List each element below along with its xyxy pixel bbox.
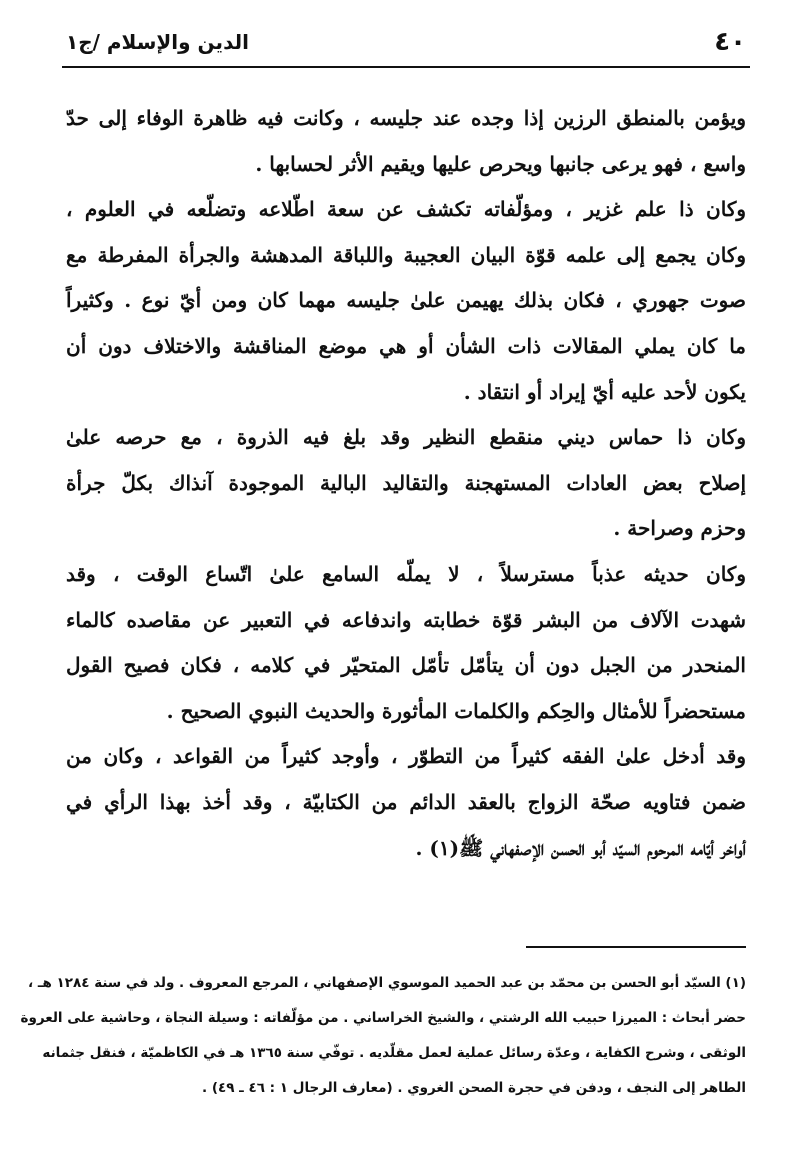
footnote-line: حضر أبحاث : الميرزا حبيب الله الرشتي ، والشيخ الخراساني . من مؤلّفاته : وسيلة النجاة ، وحاشية على العروة [20, 1010, 746, 1026]
body-line: وكان يجمع إلى علمه قوّة البيان العجيبة واللباقة المدهشة والجرأة المفرطة مع [66, 242, 746, 267]
header-divider [62, 66, 750, 68]
body-line: وكان ذا علم غزير ، ومؤلّفاته تكشف عن سعة اطّلاعه وتضلّعه في العلوم ، [66, 197, 746, 222]
body-line: مستحضراً للأمثال والحِكم والكلمات المأثورة والحديث النبوي الصحيح . [166, 698, 746, 723]
body-line: واسع ، فهو يرعى جانبها ويحرص عليها ويقيم الأثر لحسابها . [255, 151, 746, 176]
body-line: يكون لأحد عليه أيّ إيراد أو انتقاد . [463, 379, 746, 404]
body-line: ما كان يملي المقالات ذات الشأن أو هي موضع المناقشة والاختلاف دون أن [66, 333, 746, 358]
main-body-text [66, 96, 746, 871]
body-line: صوت جهوري ، فكان بذلك يهيمن علىٰ جليسه مهما كان ومن أيّ نوع . وكثيراً [66, 288, 746, 313]
footnote-line: الوثقى ، وشرح الكفاية ، وعدّة رسائل عملية لعمل مقلّديه . توفّي سنة ١٣٦٥ هـ في الكاظميّة ، فنقل جثمانه [42, 1045, 746, 1061]
body-line: ويؤمن بالمنطق الرزين إذا وجده عند جليسه ، وكانت فيه ظاهرة الوفاء إلى حدّ [66, 106, 746, 130]
body-line: ضمن فتاويه صحّة الزواج بالعقد الدائم من الكتابيّة ، وقد أخذ بهذا الرأي في [66, 789, 746, 814]
body-line: أواخر أيّامه المرحوم السيّد أبو الحسن الإصفهاني ﷺ(١) . [415, 835, 746, 860]
body-line: وحزم وصراحة . [613, 516, 746, 541]
footnotes-section [20, 966, 746, 1106]
page-header [66, 22, 746, 62]
body-line: وكان ذا حماس ديني منقطع النظير وقد بلغ فيه الذروة ، مع حرصه علىٰ [66, 425, 746, 450]
footnote-line: (١) السيّد أبو الحسن بن محمّد بن عبد الحميد الموسوي الإصفهاني ، المرجع المعروف . ولد في سنة ١٢٨٤ هـ ، [28, 975, 746, 991]
body-line: شهدت الآلاف من البشر قوّة خطابته واندفاعه في التعبير عن مقاصده كالماء [66, 607, 746, 632]
running-title: الدين والإسلام /ج١ [66, 30, 249, 54]
body-line: وقد أدخل علىٰ الفقه كثيراً من التطوّر ، وأوجد كثيراً من القواعد ، وكان من [66, 744, 746, 769]
page-number: ٤٠ [714, 27, 746, 57]
footnote-divider [526, 946, 746, 948]
body-line: إصلاح بعض العادات المستهجنة والتقاليد البالية الموجودة آنذاك بكلّ جرأة [66, 470, 746, 495]
body-line: المنحدر من الجبل دون أن يتأمّل تأمّل المتحيّر في كلامه ، فكان فصيح القول [66, 653, 746, 678]
body-line: وكان حديثه عذباً مسترسلاً ، لا يملّه السامع علىٰ اتّساع الوقت ، وقد [66, 561, 746, 586]
footnote-line: الطاهر إلى النجف ، ودفن في حجرة الصحن الغروي . (معارف الرجال ١ : ٤٦ ـ ٤٩) . [201, 1080, 746, 1096]
